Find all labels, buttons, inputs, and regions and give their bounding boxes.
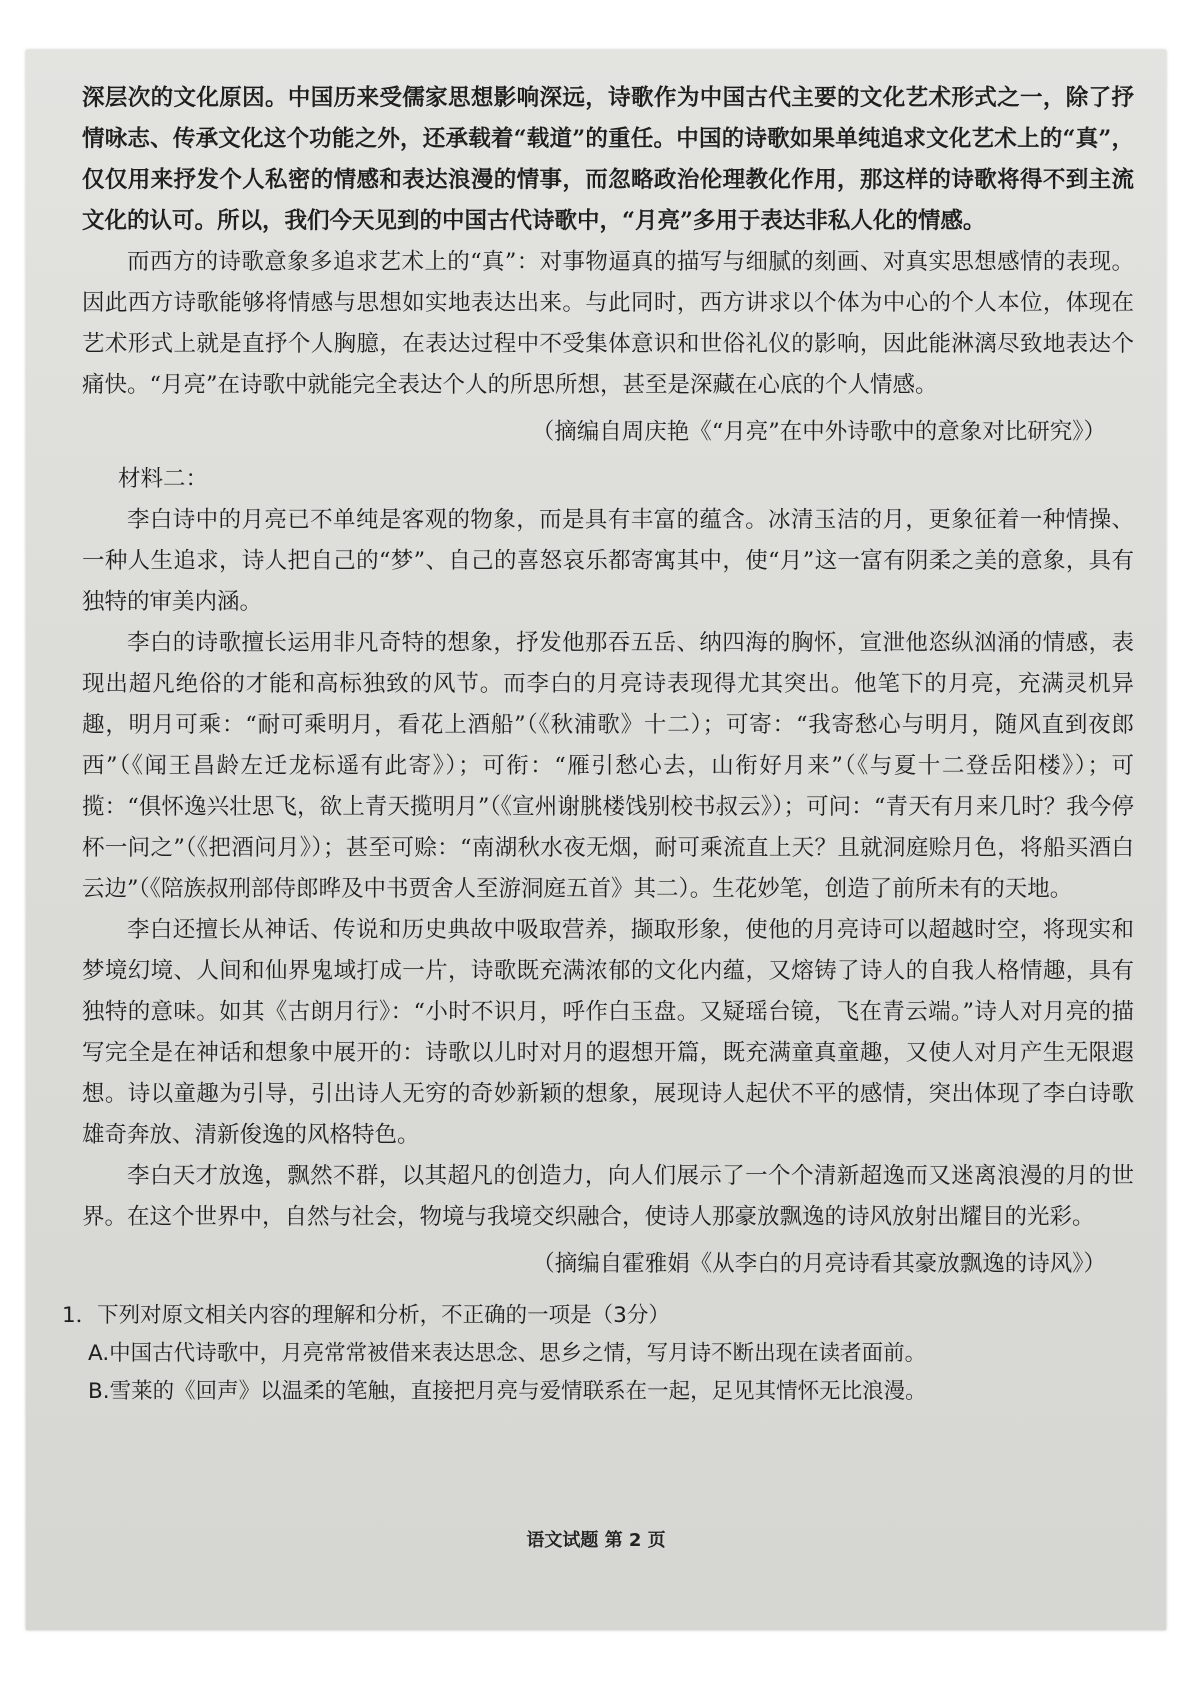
source-citation-2: （摘编自霍雅娟《从李白的月亮诗看其豪放飘逸的诗风》） [532, 1251, 1106, 1277]
paragraph-libai-mythology: 李白还擅长从神话、传说和历史典故中吸取营养，撷取形象，使他的月亮诗可以超越时空，将现实和梦境幻境、人间和仙界鬼域打成一片，诗歌既充满浓郁的文化内蕴，又熔铸了诗人的自我人格情趣，具有独特的意味。如其《古朗月行》：“小时不识月，呼作白玉盘。又疑瑶台镜，飞在青云端。”诗人对月亮的描写完全是在神话和想象中展开的：诗歌以儿时对月的遐想开篇，既充满童真童趣，又使人对月产生无限遐想。诗以童趣为引导，引出诗人无穷的奇妙新颖的想象，展现诗人起伏不平的感情，突出体现了李白诗歌雄奇奔放、清新俊逸的风格特色。 [82, 917, 1134, 1148]
page-content [62, 78, 1134, 1411]
page-footer: 语文试题 第 2 页 [526, 1530, 666, 1551]
material-two-heading: 材料二： [118, 466, 209, 492]
paragraph-west-poetry: 而西方的诗歌意象多追求艺术上的“真”：对事物逼真的描写与细腻的刻画、对真实思想感情的表现。因此西方诗歌能够将情感与思想如实地表达出来。与此同时，西方讲求以个体为中心的个人本位，体现在艺术形式上就是直抒个人胸臆，在表达过程中不受集体意识和世俗礼仪的影响，因此能淋漓尽致地表达个痛快。“月亮”在诗歌中就能完全表达个人的所思所想，甚至是深藏在心底的个人情感。 [82, 249, 1134, 398]
paragraph-continued: 深层次的文化原因。中国历来受儒家思想影响深远，诗歌作为中国古代主要的文化艺术形式之一，除了抒情咏志、传承文化这个功能之外，还承载着“载道”的重任。中国的诗歌如果单纯追求文化艺术上的“真”，仅仅用来抒发个人私密的情感和表达浪漫的情事，而忽略政治伦理教化作用，那这样的诗歌将得不到主流文化的认可。所以，我们今天见到的中国古代诗歌中，“月亮”多用于表达非私人化的情感。 [82, 85, 1134, 234]
question-1-stem: 1．下列对原文相关内容的理解和分析，不正确的一项是（3分） [62, 1303, 670, 1328]
source-citation-1: （摘编自周庆艳《“月亮”在中外诗歌中的意象对比研究》） [531, 419, 1106, 445]
exam-page [26, 50, 1166, 1630]
paragraph-libai-talent: 李白天才放逸，飘然不群，以其超凡的创造力，向人们展示了一个个清新超逸而又迷离浪漫的月的世界。在这个世界中，自然与社会，物境与我境交织融合，使诗人那豪放飘逸的诗风放射出耀目的光彩。 [82, 1163, 1134, 1230]
paragraph-libai-imagination: 李白的诗歌擅长运用非凡奇特的想象，抒发他那吞五岳、纳四海的胸怀，宣泄他恣纵汹涌的情感，表现出超凡绝俗的才能和高标独致的风节。而李白的月亮诗表现得尤其突出。他笔下的月亮，充满灵机异趣，明月可乘：“耐可乘明月，看花上酒船”（《秋浦歌》十二）；可寄：“我寄愁心与明月，随风直到夜郎西”（《闻王昌龄左迁龙标遥有此寄》）；可衔：“雁引愁心去，山衔好月来”（《与夏十二登岳阳楼》）；可揽：“俱怀逸兴壮思飞，欲上青天揽明月”（《宣州谢朓楼饯别校书叔云》）；可问：“青天有月来几时？我今停杯一问之”（《把酒问月》）；甚至可赊：“南湖秋水夜无烟，耐可乘流直上天？且就洞庭赊月色，将船买酒白云边”（《陪族叔刑部侍郎晔及中书贾舍人至游洞庭五首》其二）。生花妙笔，创造了前所未有的天地。 [82, 630, 1134, 902]
question-1-option-b: B.雪莱的《回声》以温柔的笔触，直接把月亮与爱情联系在一起，足见其情怀无比浪漫。 [88, 1379, 927, 1404]
question-1-option-a: A.中国古代诗歌中，月亮常常被借来表达思念、思乡之情，写月诗不断出现在读者面前。 [88, 1341, 927, 1366]
paragraph-libai-moon: 李白诗中的月亮已不单纯是客观的物象，而是具有丰富的蕴含。冰清玉洁的月，更象征着一种情操、一种人生追求，诗人把自己的“梦”、自己的喜怒哀乐都寄寓其中，使“月”这一富有阴柔之美的意象，具有独特的审美内涵。 [82, 507, 1134, 615]
